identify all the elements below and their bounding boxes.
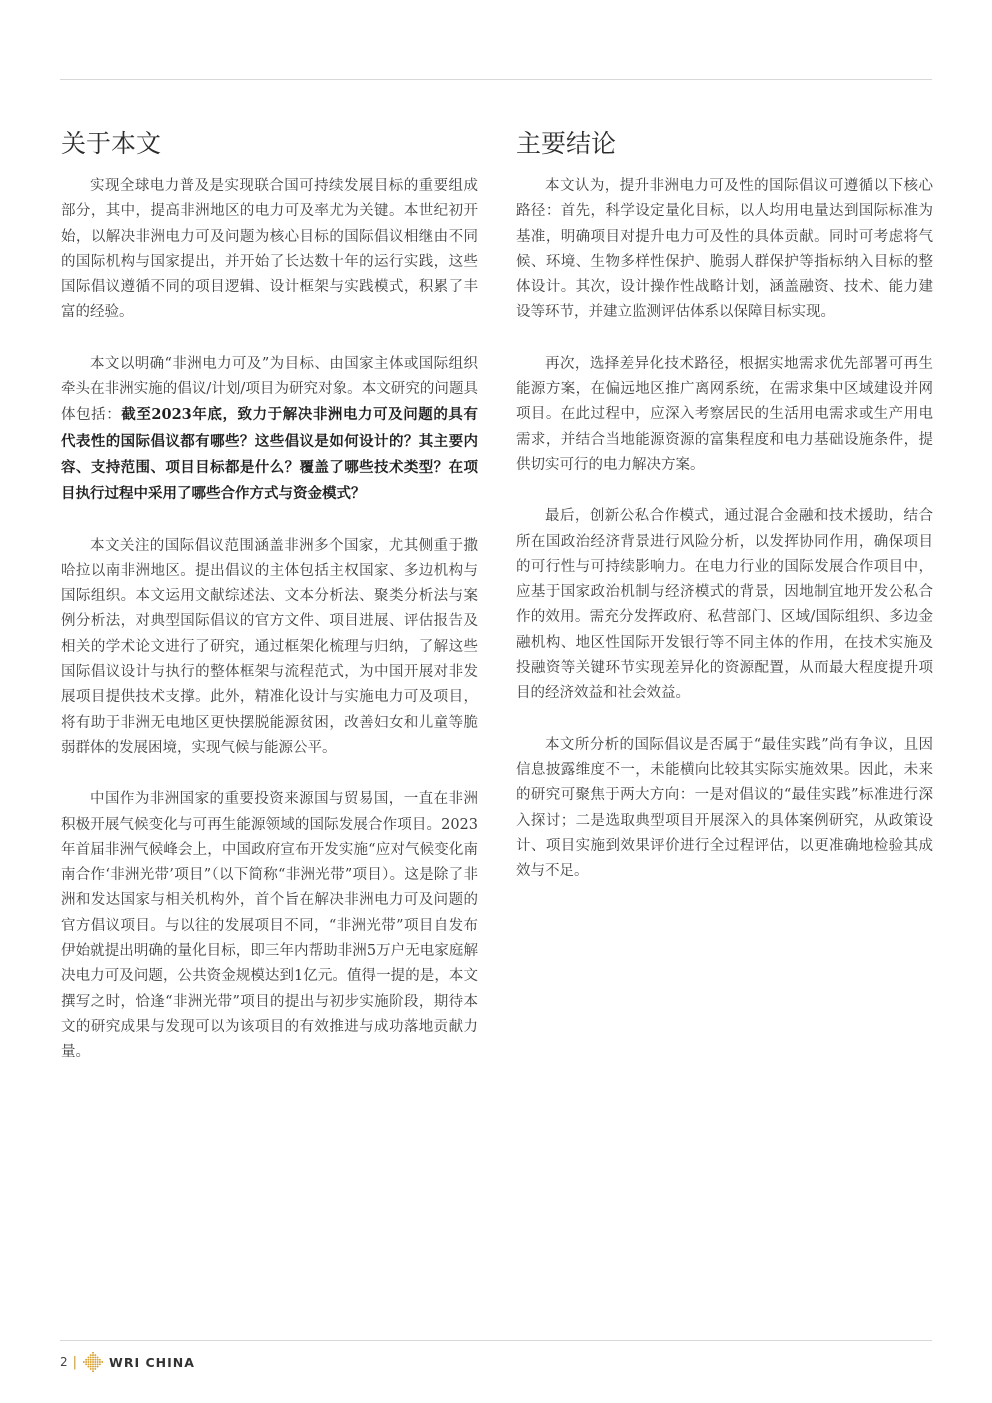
- logo-dot: [87, 1356, 89, 1358]
- logo-dot: [99, 1363, 101, 1365]
- logo-dot: [94, 1354, 96, 1356]
- logo-dot: [85, 1361, 87, 1363]
- about-paragraph-4: 中国作为非洲国家的重要投资来源国与贸易国，一直在非洲积极开展气候变化与可再生能源领域的国际发展合作项目。2023年首届非洲气候峰会上，中国政府宣布开发实施“应对气候变化南南合作‘非洲光带’项目”（以下简称“非洲光带”项目）。这是除了非洲和发达国家与相关机构外，首个旨在解决非洲电力可及问题的官方倡议项目。与以往的发展项目不同，“非洲光带”项目自发布伊始就提出明确的量化目标，即三年内帮助非洲5万户无电家庭解决电力可及问题，公共资金规模达到1亿元。值得一提的是，本文撰写之时，恰逢“非洲光带”项目的提出与初步实施阶段，期待本文的研究成果与发现可以为该项目的有效推进与成功落地贡献力量。: [61, 791, 478, 1061]
- page-footer: [60, 1350, 195, 1374]
- about-paragraph-3: 本文关注的国际倡议范围涵盖非洲多个国家，尤其侧重于撒哈拉以南非洲地区。提出倡议的主体包括主权国家、多边机构与国际组织。本文运用文献综述法、文本分析法、聚类分析法与案例分析法，对典型国际倡议的官方文件、项目进展、评估报告及相关的学术论文进行了研究，通过框架化梳理与归纳，了解这些国际倡议设计与执行的整体框架与流程范式，为中国开展对非发展项目提供技术支撑。此外，精准化设计与实施电力可及项目，将有助于非洲无电地区更快摆脱能源贫困，改善妇女和儿童等脆弱群体的发展困境，实现气候与能源公平。: [61, 537, 478, 756]
- bottom-divider: [60, 1340, 932, 1341]
- logo-dot: [94, 1368, 96, 1370]
- conclusions-paragraph-2: 再次，选择差异化技术路径，根据实地需求优先部署可再生能源方案，在偏远地区推广离网系统，在需求集中区域建设并网项目。在此过程中，应深入考察居民的生活用电需求或生产用电需求，并结合当地能源资源的富集程度和电力基础设施条件，提供切实可行的电力解决方案。: [516, 355, 933, 473]
- logo-dot: [90, 1361, 92, 1363]
- logo-dot: [85, 1363, 87, 1365]
- logo-dot: [99, 1359, 101, 1361]
- logo-dot: [90, 1366, 92, 1368]
- logo-dot: [92, 1370, 94, 1372]
- about-heading: 关于本文: [61, 129, 162, 158]
- logo-dot: [94, 1361, 96, 1363]
- logo-dot: [90, 1356, 92, 1358]
- logo-dot: [90, 1359, 92, 1361]
- logo-dot: [92, 1354, 94, 1356]
- research-questions: 截至2023年底，致力于解决非洲电力可及问题的具有代表性的国际倡议都有哪些？这些倡议是如何设计的？其主要内容、支持范围、项目目标都是什么？覆盖了哪些技术类型？在项目执行过程中采用了哪些合作方式与资金模式？: [61, 406, 478, 503]
- logo-dot: [92, 1366, 94, 1368]
- wri-china-logo-text: WRI CHINA: [109, 1354, 195, 1370]
- logo-dot: [97, 1363, 99, 1365]
- wri-logo-icon: [83, 1352, 103, 1372]
- about-paragraph-1: 实现全球电力普及是实现联合国可持续发展目标的重要组成部分，其中，提高非洲地区的电力可及率尤为关键。本世纪初开始，以解决非洲电力可及问题为核心目标的国际倡议相继由不同的国际机构与国家提出，并开始了长达数十年的运行实践，这些国际倡议遵循不同的项目逻辑、设计框架与实践模式，积累了丰富的经验。: [61, 178, 478, 321]
- conclusions-section: [516, 128, 933, 910]
- logo-dot: [94, 1363, 96, 1365]
- about-section: [61, 128, 478, 1092]
- logo-dot: [90, 1368, 92, 1370]
- logo-dot: [97, 1366, 99, 1368]
- logo-dot: [87, 1363, 89, 1365]
- logo-dot: [94, 1366, 96, 1368]
- conclusions-paragraph-1: 本文认为，提升非洲电力可及性的国际倡议可遵循以下核心路径：首先，科学设定量化目标，以人均用电量达到国际标准为基准，明确项目对提升电力可及性的具体贡献。同时可考虑将气候、环境、生物多样性保护、脆弱人群保护等指标纳入目标的整体设计。其次，设计操作性战略计划，涵盖融资、技术、能力建设等环节，并建立监测评估体系以保障目标实现。: [516, 178, 933, 321]
- logo-dot: [99, 1361, 101, 1363]
- conclusions-paragraph-3: 最后，创新公私合作模式，通过混合金融和技术援助，结合所在国政治经济背景进行风险分析，以发挥协同作用，确保项目的可行性与可持续影响力。在电力行业的国际发展合作项目中，应基于国家政治机制与经济模式的背景，因地制宜地开发公私合作的效用。需充分发挥政府、私营部门、区域/国际组织、多边金融机构、地区性国际开发银行等不同主体的作用，在技术实施及投融资等关键环节实现差异化的资源配置，从而最大程度提升项目的经济效益和社会效益。: [516, 508, 933, 702]
- about-paragraph-2: [61, 352, 478, 508]
- logo-dot: [87, 1366, 89, 1368]
- logo-dot: [92, 1363, 94, 1365]
- logo-dot: [90, 1354, 92, 1356]
- logo-dot: [92, 1361, 94, 1363]
- conclusions-paragraph-4: 本文所分析的国际倡议是否属于“最佳实践”尚有争议，且因信息披露维度不一，未能横向比较其实际实施效果。因此，未来的研究可聚焦于两大方向：一是对倡议的“最佳实践”标准进行深入探讨；二是选取典型项目开展深入的具体案例研究，从政策设计、项目实施到效果评价进行全过程评估，以更准确地检验其成效与不足。: [516, 736, 933, 880]
- logo-dot: [97, 1359, 99, 1361]
- conclusions-heading: 主要结论: [516, 129, 617, 158]
- logo-dot: [92, 1359, 94, 1361]
- logo-dot: [85, 1359, 87, 1361]
- top-divider: [60, 79, 932, 80]
- logo-dot: [94, 1359, 96, 1361]
- logo-dot: [87, 1359, 89, 1361]
- about-paragraph-2-lead: 本文以明确“非洲电力可及”为目标、由国家主体或国际组织牵头在非洲实施的倡议/计划/项目为研究对象。本文研究的问题具体包括：: [61, 355, 478, 424]
- logo-dot: [90, 1363, 92, 1365]
- logo-dot: [97, 1356, 99, 1358]
- logo-dot: [83, 1361, 85, 1363]
- logo-dot: [92, 1368, 94, 1370]
- page-number: 2: [60, 1355, 68, 1369]
- logo-dot: [94, 1356, 96, 1358]
- footer-separator: |: [72, 1354, 78, 1370]
- logo-dot: [92, 1352, 94, 1354]
- logo-dot: [101, 1361, 103, 1363]
- logo-dot: [97, 1361, 99, 1363]
- logo-dot: [87, 1361, 89, 1363]
- logo-dot: [92, 1356, 94, 1358]
